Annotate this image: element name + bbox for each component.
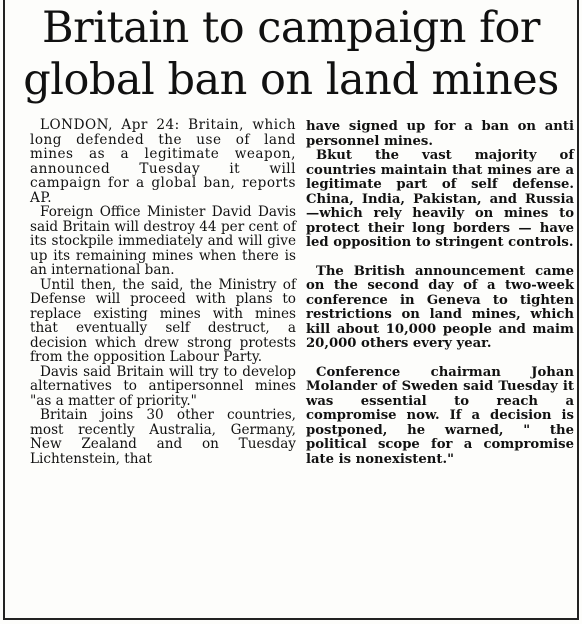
- paragraph-continuation: have signed up for a ban on anti personnel mines.: [306, 119, 574, 149]
- headline-line-1: Britain to campaign for: [42, 3, 540, 53]
- right-column: [306, 120, 574, 467]
- headline-line-2: global ban on land mines: [23, 55, 559, 105]
- paragraph: Until then, the said, the Ministry of Defense will proceed with plans to replace existing mines with mines that eventually self destruct, a decision which drew strong protests from the opposition Labour Party.: [30, 276, 296, 365]
- paragraph: The British announcement came on the second day of a two-week conference in Geneva to tighten restrictions on land mines, which kill about 10,000 people and maim 20,000 others every year.: [306, 263, 574, 351]
- paragraph-dateline: LONDON, Apr 24: Britain, which long defended the use of land mines as a legitimate weapon, announced Tuesday it will campaign for a global ban, reports AP.: [30, 117, 296, 206]
- paragraph: Davis said Britain will try to develop alternatives to antipersonnel mines "as a matter of priority.": [30, 363, 296, 409]
- paragraph: Britain joins 30 other countries, most recently Australia, Germany, New Zealand and on Tuesday Lichtenstein, that: [30, 407, 296, 467]
- paragraph: Bkut the vast majority of countries maintain that mines are a legitimate part of self defense. China, India, Pakistan, and Russia —which rely heavily on mines to protect their long borders — have led opposition to stringent controls.: [306, 148, 574, 250]
- paragraph: Conference chairman Johan Molander of Sweden said Tuesday it was essential to reach a compromise now. If a decision is postponed, he warned, " the political scope for a compromise late is nonexistent.": [306, 364, 574, 467]
- headline: [10, 2, 572, 106]
- left-column: [30, 118, 296, 466]
- paragraph: Foreign Office Minister David Davis said Britain will destroy 44 per cent of its stockpile immediately and will give up its remaining mines when there is an international ban.: [30, 204, 296, 278]
